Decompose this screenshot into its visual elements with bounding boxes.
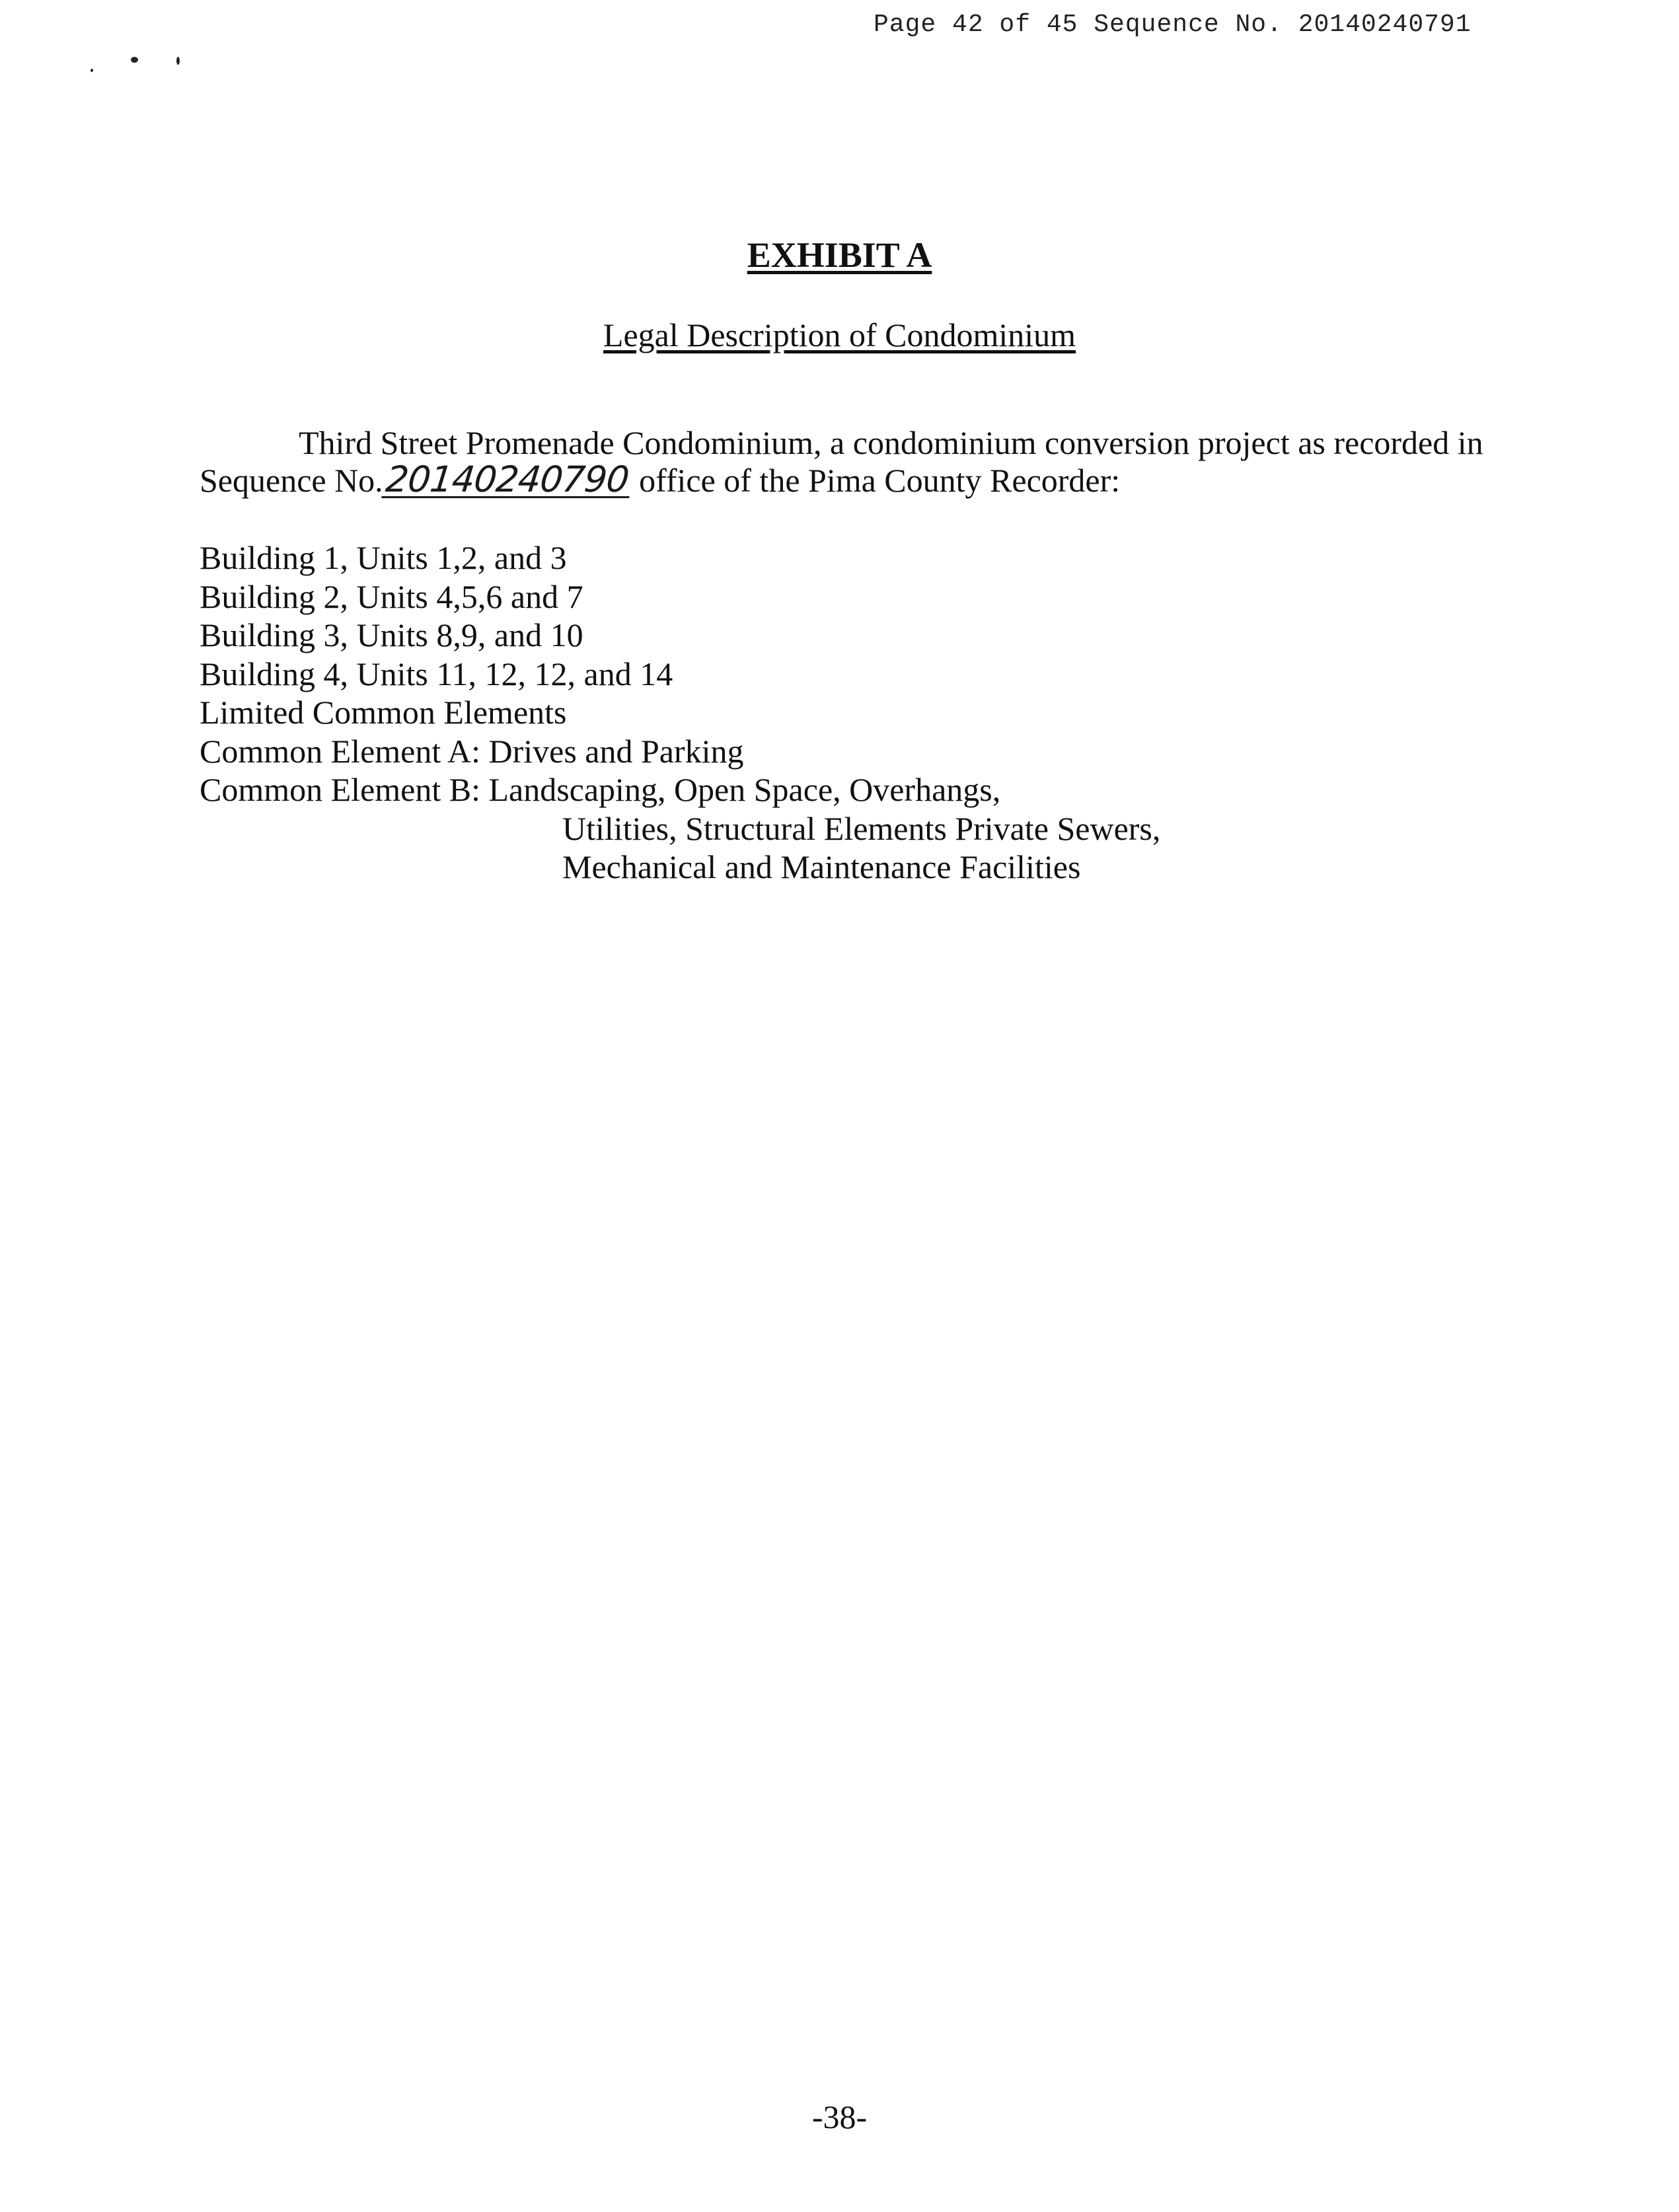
list-item: Common Element A: Drives and Parking [200,732,744,770]
list-item: Building 2, Units 4,5,6 and 7 [200,577,583,615]
header-stamp: Page 42 of 45 Sequence No. 20140240791 [874,11,1472,39]
intro-paragraph-line-1: Third Street Promenade Condominium, a condominium conversion project as recorded in [299,424,1483,461]
page-number: -38- [811,2098,868,2135]
scan-speck [131,57,138,63]
scan-speck [91,69,93,72]
recorder-text: office of the Pima County Recorder: [630,462,1121,499]
handwritten-sequence-number: 20140240790 [381,463,632,498]
page-title: EXHIBIT A [747,235,932,275]
list-continuation-line-2: Mechanical and Maintenance Facilities [562,848,1081,885]
scan-speck [176,57,180,65]
sequence-label: Sequence No. [200,462,383,499]
page-subtitle: Legal Description of Condominium [603,316,1076,353]
list-item: Building 1, Units 1,2, and 3 [200,539,567,576]
list-item: Building 3, Units 8,9, and 10 [200,616,583,653]
list-item: Building 4, Units 11, 12, 12, and 14 [200,655,673,692]
list-continuation-line-1: Utilities, Structural Elements Private Sewers, [562,810,1161,847]
list-item: Limited Common Elements [200,694,567,731]
intro-paragraph-line-2 [200,461,1120,499]
list-item: Common Element B: Landscaping, Open Space, Overhangs, [200,771,1001,808]
element-list [200,538,1000,809]
